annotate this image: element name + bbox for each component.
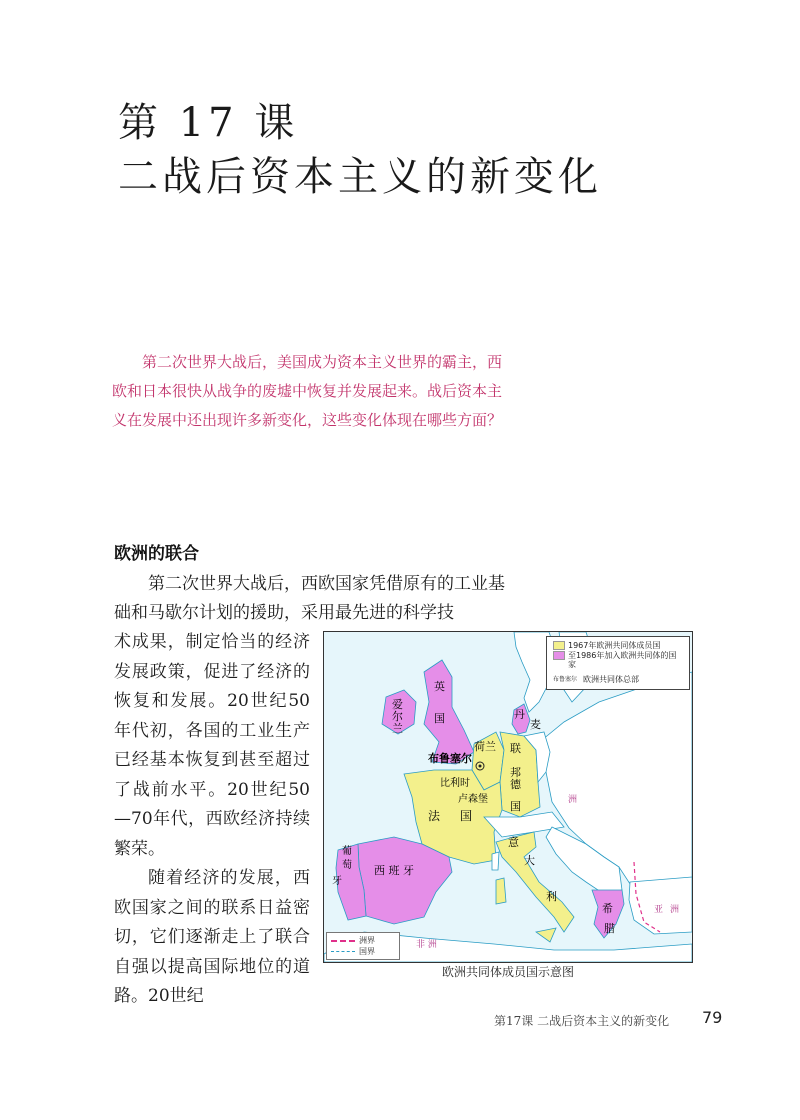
national-border-swatch <box>331 951 355 952</box>
label-greece-2: 腊 <box>604 922 615 935</box>
label-ireland-2: 尔 <box>392 710 403 723</box>
body-column <box>114 628 310 1012</box>
section-heading: 欧洲的联合 <box>114 544 199 564</box>
label-portugal-1: 葡 <box>342 846 352 857</box>
body-paragraph-1: 第二次世界大战后，西欧国家凭借原有的工业基础和马歇尔计划的援助，采用最先进的科学技 <box>114 574 505 623</box>
running-footer: 第17课 二战后资本主义的新变化 <box>494 1014 670 1028</box>
label-europe: 洲 <box>568 795 578 805</box>
label-ireland-1: 爱 <box>392 698 403 711</box>
label-brussels: 布鲁塞尔 <box>428 752 472 765</box>
intro-paragraph: 第二次世界大战后，美国成为资本主义世界的霸主，西欧和日本很快从战争的废墟中恢复并发展起来。战后资本主义在发展中还出现许多新变化，这些变化体现在哪些方面？ <box>112 353 503 429</box>
label-france-1: 法 <box>428 809 441 823</box>
label-denmark-1: 丹 <box>514 708 525 721</box>
map-legend <box>546 636 690 690</box>
continent-border-swatch <box>331 940 355 942</box>
legend-national-border: 国界 <box>359 947 375 956</box>
lesson-heading: 二战后资本主义的新变化 <box>118 154 602 200</box>
label-asia-1: 亚 <box>654 905 664 915</box>
lesson-number: 第 17 课 <box>118 100 299 146</box>
label-france-2: 国 <box>460 809 473 823</box>
label-uk-1: 英 <box>434 680 445 693</box>
line-legend <box>326 932 400 960</box>
label-luxembourg: 卢森堡 <box>458 794 488 805</box>
legend-item-original: 1967年欧洲共同体成员国 <box>568 641 661 650</box>
label-portugal-2: 萄 <box>342 860 352 871</box>
legend-item-hq: 欧洲共同体总部 <box>583 675 640 684</box>
corsica-shape <box>492 852 499 870</box>
label-germany-4: 国 <box>510 800 521 813</box>
label-germany-1: 联 <box>510 742 521 755</box>
label-italy-2: 大 <box>524 854 535 867</box>
lesson-title <box>118 96 602 204</box>
sardinia-shape <box>496 878 506 904</box>
legend-swatch-joined <box>553 651 565 660</box>
body-paragraph-1-continued: 术成果，制定恰当的经济发展政策，促进了经济的恢复和发展。20世纪50年代初，各国的工业生产已经基本恢复到甚至超过了战前水平。20世纪50—70年代，西欧经济持续繁荣。 <box>114 632 310 859</box>
legend-swatch-original <box>553 641 565 650</box>
label-uk-2: 国 <box>434 712 445 725</box>
label-spain: 西 班 牙 <box>374 864 414 877</box>
legend-item-joined: 至1986年加入欧洲共同体的国家 <box>568 651 677 669</box>
label-italy-3: 利 <box>546 890 557 903</box>
label-africa: 非 洲 <box>416 940 437 950</box>
label-italy-1: 意 <box>508 836 519 849</box>
body-paragraph-2: 随着经济的发展，西欧国家之间的联系日益密切，它们逐渐走上了联合自强以提高国际地位的道路。20世纪 <box>114 868 310 1006</box>
label-denmark-2: 麦 <box>530 718 541 731</box>
label-asia-2: 洲 <box>670 905 680 915</box>
label-germany-3: 德 <box>510 778 521 791</box>
page-number: 79 <box>702 1008 723 1027</box>
sicily-shape <box>536 928 556 942</box>
label-netherlands: 荷兰 <box>474 740 496 753</box>
label-ireland-3: 兰 <box>392 722 403 735</box>
label-belgium: 比利时 <box>440 778 470 789</box>
label-greece-1: 希 <box>602 902 613 915</box>
uk-shape <box>424 660 474 764</box>
legend-hq-symbol: 布鲁塞尔 <box>553 676 578 683</box>
label-germany-2: 邦 <box>510 766 521 779</box>
map-caption: 欧洲共同体成员国示意图 <box>441 965 574 979</box>
label-portugal-3: 牙 <box>332 876 342 887</box>
legend-continent-border: 洲界 <box>359 936 375 945</box>
